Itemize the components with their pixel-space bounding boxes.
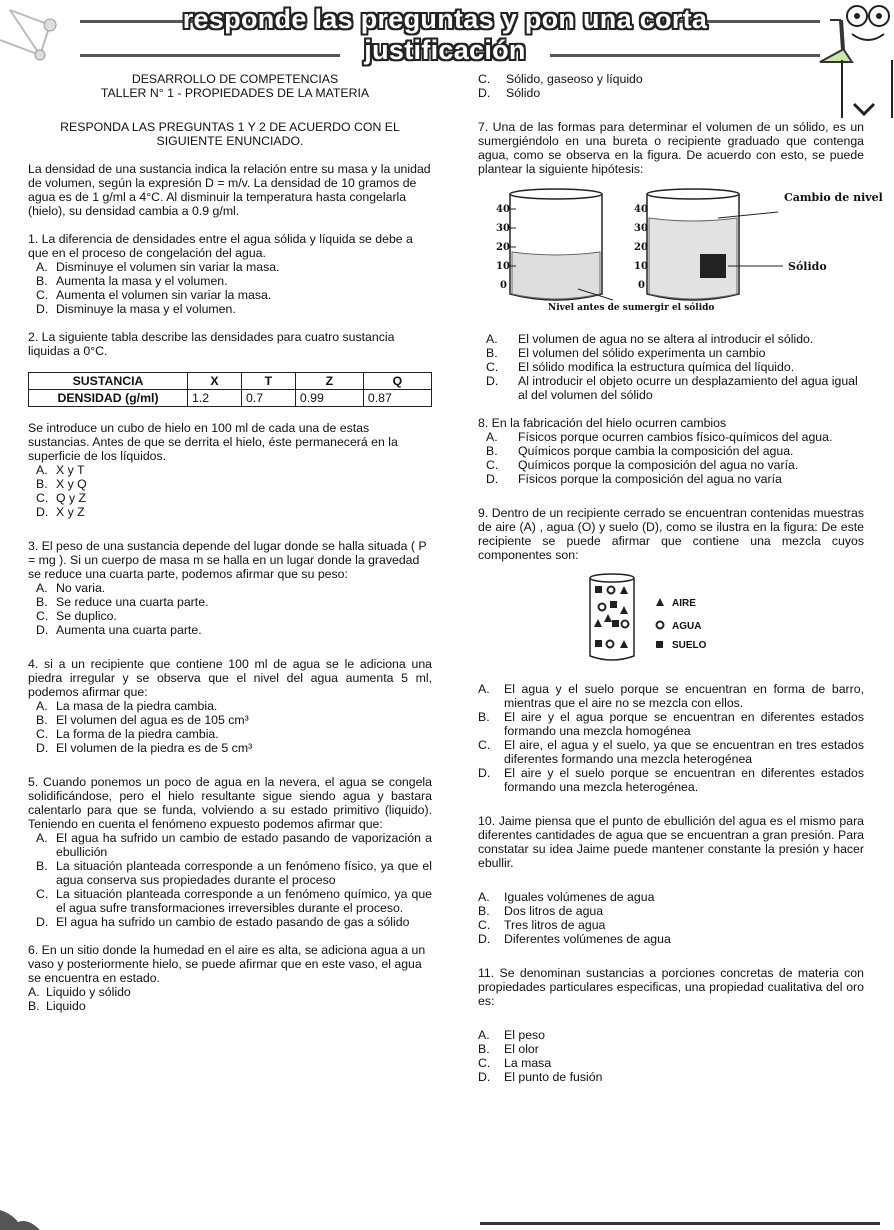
option-10d[interactable]: D. Diferentes volúmenes de agua [478, 932, 671, 946]
svg-text:20: 20 [496, 242, 510, 253]
option-11c[interactable]: C. La masa [478, 1056, 552, 1070]
option-9a[interactable]: A. El agua y el suelo porque se encuentran en forma de barro, mientras que el aire no se mezcla con ellos. [478, 682, 864, 710]
option-7b[interactable]: B. El volumen del sólido experimenta un cambio [486, 346, 766, 360]
option-3d[interactable]: D. Aumenta una cuarta parte. [36, 623, 202, 637]
option-6c[interactable]: C. Sólido, gaseoso y líquido [478, 72, 643, 86]
option-5b[interactable]: B. La situación planteada corresponde a un fenómeno físico, ya que el agua conserva sus propiedades durante el proceso [36, 859, 432, 887]
svg-text:0: 0 [638, 280, 645, 291]
banner-line-1: responde las preguntas y pon una corta [182, 4, 708, 34]
question-4: 4. si a un recipiente que contiene 100 ml de agua se le adiciona una piedra irregular y se observa que el nivel del agua aumenta 5 ml, podemos afirmar que: [28, 657, 432, 699]
option-3a[interactable]: A. No varia. [36, 581, 106, 595]
option-11a[interactable]: A. El peso [478, 1028, 546, 1042]
question-11: 11. Se denominan sustancias a porciones concretas de materia con propiedades particulares especificas, una propiedad cualitativa del oro es: [478, 966, 864, 1008]
svg-text:20: 20 [634, 242, 648, 253]
option-5c[interactable]: C. La situación planteada corresponde a un fenómeno químico, ya que el agua sufre transformaciones irreversibles durante el proceso. [36, 887, 432, 915]
legend-aire: AIRE [672, 598, 696, 609]
option-4d[interactable]: D. El volumen de la piedra es de 5 cm³ [36, 741, 253, 755]
option-9d[interactable]: D. El aire y el suelo porque se encuentran en diferentes estados formando una mezcla heterogénea. [478, 766, 864, 794]
svg-text:0: 0 [500, 280, 507, 291]
question-3: 3. El peso de una sustancia depende del lugar donde se halla situada ( P = mg ). Si un cuerpo de masa m se halla en un lugar donde la gravedad se reduce una cuarta parte, podemos afirmar que su peso: [28, 539, 427, 581]
svg-text:30: 30 [634, 223, 648, 234]
option-2b[interactable]: B. X y Q [36, 477, 87, 491]
question-1: 1. La diferencia de densidades entre el agua sólida y líquida se debe a que en el proceso de congelación del agua. [28, 232, 413, 260]
figure-caption-1: Nivel antes de sumergir el sólido [548, 303, 715, 313]
legend-suelo: SUELO [672, 640, 707, 651]
option-11d[interactable]: D. El punto de fusión [478, 1070, 603, 1084]
option-7c[interactable]: C. El sólido modifica la estructura química del líquido. [486, 360, 795, 374]
question-5-options [28, 831, 432, 929]
option-10b[interactable]: B. Dos litros de agua [478, 904, 604, 918]
density-table: SUSTANCIA X T Z Q DENSIDAD (g/ml) 1.2 0.7 0.99 0.87 [28, 372, 432, 407]
svg-text:30: 30 [496, 223, 510, 234]
title-competencias: DESARROLLO DE COMPETENCIAS [131, 72, 339, 86]
option-2c[interactable]: C. Q y Z [36, 491, 87, 505]
question-8-options [478, 430, 864, 486]
option-5d[interactable]: D. El agua ha sufrido un cambio de estado pasando de gas a sólido [36, 915, 410, 929]
option-3c[interactable]: C. Se duplico. [36, 609, 117, 623]
legend-agua: AGUA [672, 621, 702, 632]
right-column [478, 72, 883, 1084]
svg-text:10: 10 [496, 261, 510, 272]
option-2a[interactable]: A. X y T [36, 463, 85, 477]
volume-figure [478, 182, 883, 332]
option-6d[interactable]: D. Sólido [478, 86, 541, 100]
option-1a[interactable]: A. Disminuye el volumen sin variar la masa. [36, 260, 280, 274]
option-1d[interactable]: D. Disminuye la masa y el volumen. [36, 302, 236, 316]
question-7: 7. Una de las formas para determinar el volumen de un sólido, es un sumergiéndolo en una bureta o recipiente graduado que contenga agua, como se observa en la figura. De acuerdo con esto, se puede plantear la siguiente hipótesis: [478, 120, 864, 176]
question-3-options [28, 581, 432, 637]
mixture-figure [582, 572, 742, 664]
option-9c[interactable]: C. El aire, el agua y el suelo, ya que se encuentran en tres estados diferentes formando una mezcla heterogénea [478, 738, 864, 766]
question-2-context: Se introduce un cubo de hielo en 100 ml de cada una de estas sustancias. Antes de que se derrita el hielo, éste permanecerá en la superficie de los líquidos. [28, 421, 398, 463]
svg-text:40: 40 [496, 204, 510, 215]
option-6b[interactable]: B. Liquido [28, 999, 86, 1013]
option-5a[interactable]: A. El agua ha sufrido un cambio de estado pasando de vaporización a ebullición [36, 831, 432, 859]
banner-line-2: justificación [364, 35, 526, 65]
question-9: 9. Dentro de un recipiente cerrado se encuentran contenidas muestras de aire (A) , agua (O) y suelo (D), como se ilustra en la figura: De este recipiente se puede afirmar que contiene una mezcla cuyos componentes son: [478, 506, 864, 562]
intro-paragraph: La densidad de una sustancia indica la relación entre su masa y la unidad de volumen, según la expresión D = m/v. La densidad de 10 gramos de agua es de 1 g/ml a 4°C. Al disminuir la temperatura hasta congelarla (hielo), su densidad cambia a 0.9 g/ml. [28, 162, 431, 218]
corner-decoration-icon [0, 1200, 40, 1230]
question-6: 6. En un sitio donde la humedad en el aire es alta, se adiciona agua a un vaso y posteriormente hielo, se puede afirmar que en este vaso, el agua se encuentra en estado. [28, 943, 426, 985]
table-header-sustancia: SUSTANCIA [29, 373, 188, 390]
table-header-densidad: DENSIDAD (g/ml) [29, 390, 188, 407]
question-9-options [478, 682, 864, 794]
option-4b[interactable]: B. El volumen del agua es de 105 cm³ [36, 713, 249, 727]
option-2d[interactable]: D. X y Z [36, 505, 85, 519]
question-6-options-cd [478, 72, 864, 100]
title-taller: TALLER N° 1 - PROPIEDADES DE LA MATERIA [100, 86, 370, 100]
question-6-options-ab [28, 985, 432, 1013]
footer-divider [480, 1222, 880, 1225]
option-6a[interactable]: A. Liquido y sólido [28, 985, 131, 999]
option-8b[interactable]: B. Químicos porque cambia la composición del agua. [486, 444, 794, 458]
solido-label: Sólido [788, 260, 827, 273]
option-7d[interactable]: D. Al introducir el objeto ocurre un desplazamiento del agua igual al del volumen del sólido [486, 374, 858, 402]
question-1-options [28, 260, 432, 316]
option-8c[interactable]: C. Químicos porque la composición del agua no varía. [486, 458, 799, 472]
option-1b[interactable]: B. Aumenta la masa y el volumen. [36, 274, 228, 288]
header-banner [60, 2, 830, 74]
question-5: 5. Cuando ponemos un poco de agua en la nevera, el agua se congela solidificándose, pero el hielo resultante sigue siendo agua y bastara calentarlo para que se funda, volviendo a su estado primitivo (liquido). Teniendo en cuenta el fenómeno expuesto podemos afirmar que: [28, 775, 432, 831]
question-7-options [478, 332, 864, 402]
option-8d[interactable]: D. Físicos porque la composición del agua no varía [486, 472, 782, 486]
svg-text:40: 40 [634, 204, 648, 215]
cambio-nivel-label: Cambio de nivel [784, 191, 883, 204]
left-column [28, 72, 432, 1013]
question-10: 10. Jaime piensa que el punto de ebullición del agua es el mismo para diferentes cantidades de agua que se encuentran a gran presión. Para constatar su idea Jaime puede mantener constante la presión y hacer ebullir. [478, 814, 864, 870]
option-10c[interactable]: C. Tres litros de agua [478, 918, 606, 932]
question-4-options [28, 699, 432, 755]
option-1c[interactable]: C. Aumenta el volumen sin variar la masa. [36, 288, 272, 302]
option-3b[interactable]: B. Se reduce una cuarta parte. [36, 595, 209, 609]
question-8: 8. En la fabricación del hielo ocurren cambios [478, 416, 727, 430]
question-11-options [478, 1028, 864, 1084]
option-9b[interactable]: B. El aire y el agua porque se encuentran en diferentes estados formando una mezcla homogénea [478, 710, 864, 738]
option-4a[interactable]: A. La masa de la piedra cambia. [36, 699, 218, 713]
question-10-options [478, 890, 864, 946]
question-2-options [28, 463, 432, 519]
svg-text:10: 10 [634, 261, 648, 272]
instruction-text: RESPONDA LAS PREGUNTAS 1 Y 2 DE ACUERDO CON EL SIGUIENTE ENUNCIADO. [60, 120, 400, 148]
option-4c[interactable]: C. La forma de la piedra cambia. [36, 727, 219, 741]
option-8a[interactable]: A. Físicos porque ocurren cambios físico-químicos del agua. [486, 430, 833, 444]
option-11b[interactable]: B. El olor [478, 1042, 539, 1056]
option-10a[interactable]: A. Iguales volúmenes de agua [478, 890, 655, 904]
option-7a[interactable]: A. El volumen de agua no se altera al introducir el sólido. [486, 332, 814, 346]
question-2: 2. La siguiente tabla describe las densidades para cuatro sustancia liquidas a 0°C. [28, 330, 395, 358]
